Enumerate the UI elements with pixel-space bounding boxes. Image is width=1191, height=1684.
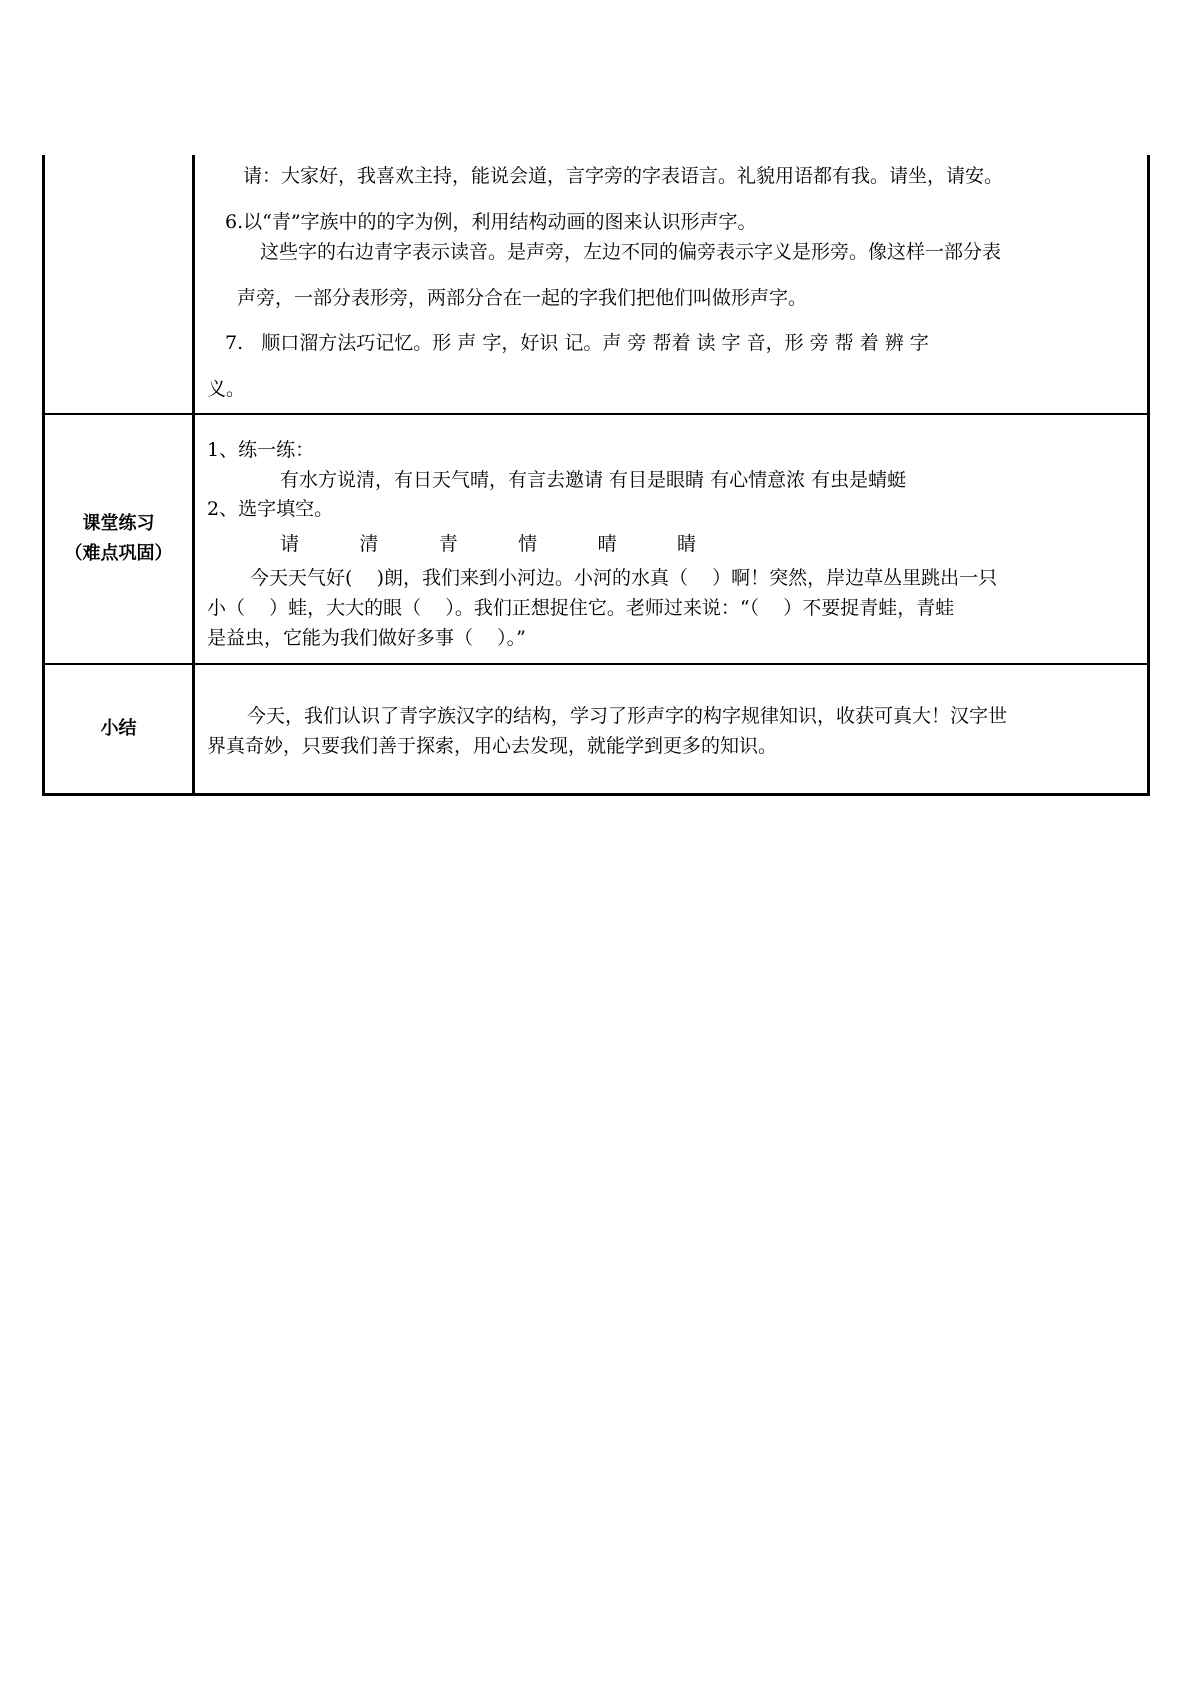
label-line: 小结: [100, 718, 137, 739]
text-line: 7. 顺口溜方法巧记忆。形 声 字，好识 记。声 旁 帮着 读 字 音，形 旁 帮 着 辨 字: [225, 332, 929, 354]
text-line: 这些字的右边青字表示读音。是声旁，左边不同的偏旁表示字义是形旁。像这样一部分表: [260, 241, 1002, 263]
text-line: 6.以“青”字族中的的字为例，利用结构动画的图来认识形声字。: [225, 211, 757, 233]
text-line: 今天，我们认识了青字族汉字的结构，学习了形声字的构字规律知识，收获可真大！汉字世: [247, 705, 1008, 727]
row-label-summary: [44, 664, 194, 795]
text-line: 1、练一练：: [207, 439, 315, 461]
table-row-classroom-practice: [44, 414, 1149, 664]
text-line: 义。: [207, 378, 246, 400]
classroom-practice-content: [194, 414, 1149, 664]
text-line: 声旁，一部分表形旁，两部分合在一起的字我们把他们叫做形声字。: [237, 287, 808, 309]
lesson-plan-table: [42, 155, 1150, 796]
label-line: 课堂练习: [82, 513, 155, 534]
text-line: 请：大家好，我喜欢主持，能说会道，言字旁的字表语言。礼貌用语都有我。请坐，请安。: [243, 165, 1004, 187]
table-row-teaching-steps: [44, 155, 1149, 414]
text-line: 2、选字填空。: [207, 498, 334, 520]
teaching-steps-content: [194, 155, 1149, 414]
label-line: （难点巩固）: [64, 543, 173, 564]
summary-content: [194, 664, 1149, 795]
choice-characters: 请 清 青 情 晴 睛: [280, 533, 696, 555]
text-line: 界真奇妙，只要我们善于探索，用心去发现，就能学到更多的知识。: [207, 735, 778, 757]
text-line: 是益虫，它能为我们做好多事（ ）。”: [207, 627, 526, 649]
text-line: 有水方说清，有日天气晴，有言去邀请 有目是眼睛 有心情意浓 有虫是蜻蜓: [280, 469, 907, 491]
row-label-classroom-practice: [44, 414, 194, 664]
table-row-summary: [44, 664, 1149, 795]
text-line: 今天天气好( )朗，我们来到小河边。小河的水真（ ）啊！突然，岸边草丛里跳出一只: [250, 567, 998, 589]
text-line: 小（ ）蛙，大大的眼（ ）。我们正想捉住它。老师过来说：“（ ）不要捉青蛙，青蛙: [207, 597, 955, 619]
row-label-empty: [44, 155, 194, 414]
